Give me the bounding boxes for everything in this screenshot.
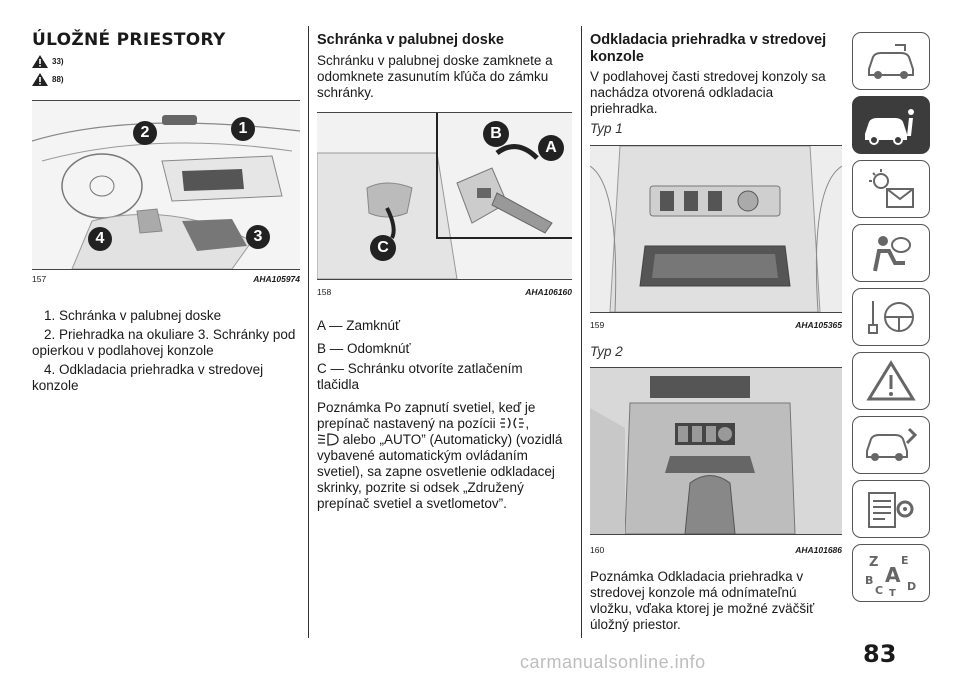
column-divider <box>581 26 582 638</box>
figure-159-label: 159 AHA105365 <box>590 320 842 330</box>
warning-triangle-icon <box>32 55 48 68</box>
figure-157 <box>32 100 300 270</box>
warning-ref-1: 33) <box>32 55 64 68</box>
figure-158-label: 158 AHA106160 <box>317 287 572 297</box>
figure-160 <box>590 367 842 535</box>
figure-160-label: 160 AHA101686 <box>590 545 842 555</box>
tab-warning-lights[interactable] <box>852 160 930 218</box>
list-item: 4. Odkladacia priehradka v stredovej konzole <box>32 362 264 393</box>
low-beam-icon <box>317 433 339 446</box>
glovebox-lock-illustration <box>317 113 572 279</box>
svg-text:D: D <box>907 580 917 593</box>
tab-car-info[interactable] <box>852 96 930 154</box>
list-item: 2. Priehradka na okuliare 3. Schránky pod opierkou v podlahovej konzole <box>32 327 296 358</box>
figure-159 <box>590 145 842 313</box>
page-number: 83 <box>863 640 897 668</box>
col2-note: Poznámka Po zapnutí svetiel, keď je prepínač nastavený na pozícii , alebo „AUTO” (Automaticky) (vozidlá vybavené automatickým ovládaním svetiel), sa zapne osvetlenie odkladacej skrinky, pozrite si odsek „Združený prepínač svetiel a svetlometov”. <box>317 400 563 511</box>
callout-3: 3 <box>246 225 270 249</box>
col3-intro: V podlahovej časti stredovej konzoly sa nachádza otvorená odkladacia priehradka. <box>590 69 826 116</box>
tab-technical-data[interactable] <box>852 480 930 538</box>
specs-icon <box>861 487 921 531</box>
item-b: B — Odomknúť <box>317 341 411 356</box>
index-icon <box>861 550 921 596</box>
warning-lights-icon <box>861 167 921 211</box>
car-info-icon <box>859 102 923 148</box>
svg-text:E: E <box>901 554 909 567</box>
tab-safety[interactable] <box>852 224 930 282</box>
car-service-icon <box>861 423 921 467</box>
list-item: 1. Schránka v palubnej doske <box>44 308 222 323</box>
center-console-type2-illustration <box>590 368 842 534</box>
parking-lights-icon <box>499 417 525 430</box>
column-divider <box>308 26 309 638</box>
item-c: C — Schránku otvoríte zatlačením tlačidla <box>317 361 523 392</box>
chapter-sidebar <box>852 32 932 608</box>
section-title: ÚLOŽNÉ PRIESTORY <box>32 30 226 50</box>
road-warning-icon <box>861 359 921 403</box>
steering-key-icon <box>861 295 921 339</box>
col2-heading: Schránka v palubnej doske <box>317 32 504 48</box>
col3-heading: Odkladacia priehradka v stredovej konzole <box>590 32 827 65</box>
typ-1-label: Typ 1 <box>590 121 623 136</box>
tab-starting-driving[interactable] <box>852 288 930 346</box>
typ-2-label: Typ 2 <box>590 344 623 359</box>
tab-dashboard[interactable] <box>852 32 930 90</box>
warning-ref-2: 88) <box>32 73 64 86</box>
tab-maintenance[interactable] <box>852 416 930 474</box>
figure-157-label: 157 AHA105974 <box>32 274 300 284</box>
callout-1: 1 <box>231 117 255 141</box>
watermark: carmanualsonline.info <box>520 652 706 672</box>
svg-text:Z: Z <box>869 555 879 570</box>
airbag-safety-icon <box>861 231 921 275</box>
col1-list <box>32 308 300 394</box>
callout-2: 2 <box>133 121 157 145</box>
svg-text:T: T <box>889 588 896 596</box>
tab-emergency[interactable] <box>852 352 930 410</box>
figure-158 <box>317 112 572 280</box>
warning-triangle-icon <box>32 73 48 86</box>
callout-4: 4 <box>88 227 112 251</box>
col2-intro: Schránku v palubnej doske zamknete a odomknete zasunutím kľúča do zámku schránky. <box>317 53 553 100</box>
callout-a: A <box>538 135 564 161</box>
svg-text:C: C <box>875 584 884 596</box>
item-a: A — Zamknúť <box>317 318 401 333</box>
callout-c: C <box>370 235 396 261</box>
tab-index[interactable] <box>852 544 930 602</box>
callout-b: B <box>483 121 509 147</box>
center-console-type1-illustration <box>590 146 842 312</box>
svg-text:B: B <box>865 574 874 587</box>
svg-text:A: A <box>885 563 901 587</box>
car-view-icon <box>861 39 921 83</box>
col3-note: Poznámka Odkladacia priehradka v stredovej konzole má odnímateľnú vložku, vďaka ktorej je možné zväčšiť úložný priestor. <box>590 569 815 632</box>
